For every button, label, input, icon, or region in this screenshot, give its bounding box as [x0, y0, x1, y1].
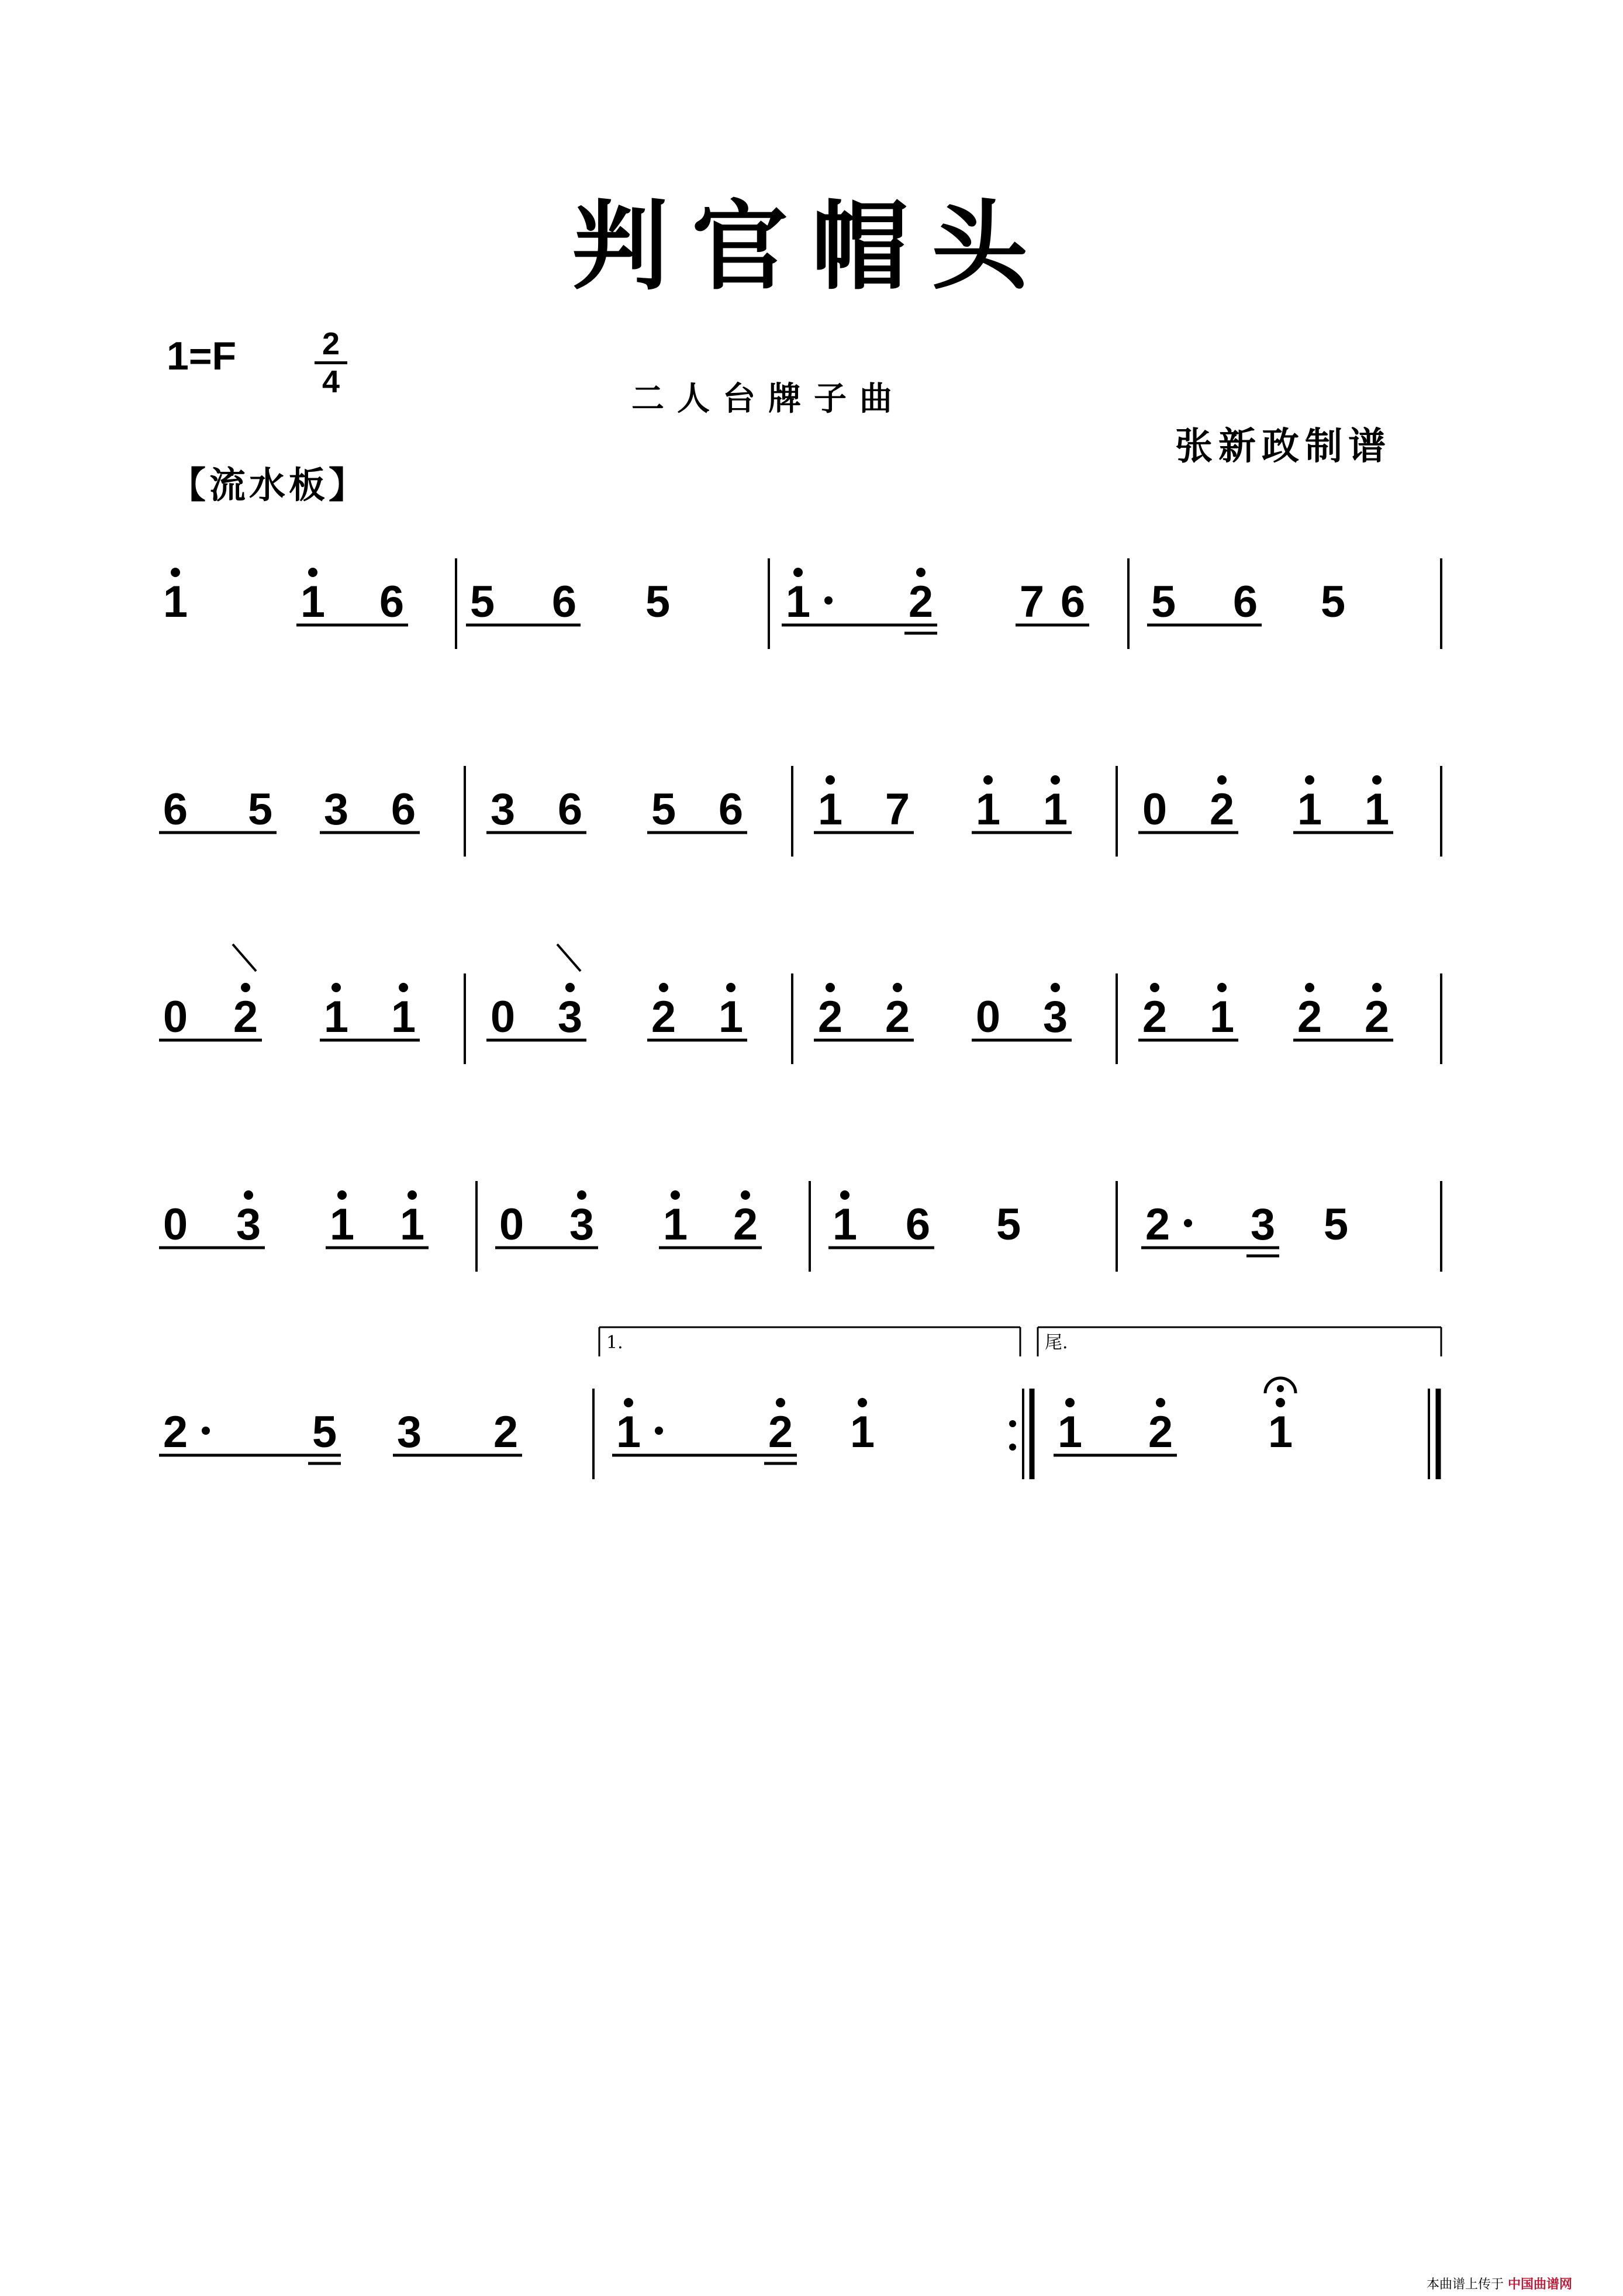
- high-octave-dot: [671, 1190, 680, 1200]
- note-1: 1: [1297, 785, 1322, 834]
- high-octave-dot: [916, 568, 926, 577]
- high-octave-dot: [331, 983, 341, 992]
- note-0: 0: [163, 1200, 188, 1249]
- high-octave-dot: [337, 1190, 347, 1200]
- note-6: 6: [163, 785, 188, 834]
- high-octave-dot: [983, 775, 993, 785]
- note-1: 1: [300, 577, 326, 627]
- note-6: 6: [391, 785, 416, 834]
- note-1: 1: [163, 577, 188, 627]
- note-6: 6: [1232, 577, 1258, 627]
- high-octave-dot: [1372, 775, 1382, 785]
- high-octave-dot: [565, 983, 575, 992]
- note-6: 6: [557, 785, 583, 834]
- fermata-dot: [1277, 1385, 1284, 1392]
- high-octave-dot: [1150, 983, 1159, 992]
- note-1: 1: [662, 1200, 688, 1249]
- high-octave-dot: [308, 568, 317, 577]
- note-1: 1: [1364, 785, 1390, 834]
- note-1: 1: [785, 577, 811, 627]
- high-octave-dot: [1372, 983, 1382, 992]
- high-octave-dot: [858, 1398, 867, 1407]
- footer-prefix: 本曲谱上传于: [1427, 2277, 1504, 2292]
- high-octave-dot: [1305, 775, 1314, 785]
- augmentation-dot: [655, 1427, 663, 1435]
- note-2: 2: [1364, 992, 1390, 1042]
- high-octave-dot: [776, 1398, 785, 1407]
- note-5: 5: [651, 785, 676, 834]
- note-1: 1: [1042, 785, 1068, 834]
- note-1: 1: [832, 1200, 858, 1249]
- note-2: 2: [233, 992, 258, 1042]
- high-octave-dot: [624, 1398, 633, 1407]
- repeat-dot: [1009, 1420, 1016, 1427]
- note-3: 3: [396, 1407, 422, 1457]
- augmentation-dot: [1184, 1219, 1192, 1227]
- note-1: 1: [399, 1200, 425, 1249]
- note-5: 5: [1323, 1200, 1349, 1249]
- high-octave-dot: [741, 1190, 750, 1200]
- high-octave-dot: [244, 1190, 253, 1200]
- note-0: 0: [490, 992, 516, 1042]
- note-1: 1: [1057, 1407, 1083, 1457]
- note-2: 2: [1142, 992, 1168, 1042]
- note-2: 2: [908, 577, 934, 627]
- note-7: 7: [885, 785, 910, 834]
- high-octave-dot: [1305, 983, 1314, 992]
- note-2: 2: [1145, 1200, 1170, 1249]
- note-1: 1: [323, 992, 349, 1042]
- note-3: 3: [490, 785, 516, 834]
- note-5: 5: [312, 1407, 337, 1457]
- tempo-marking: 【流水板】: [170, 464, 369, 506]
- augmentation-dot: [824, 596, 833, 605]
- note-5: 5: [996, 1200, 1021, 1249]
- note-6: 6: [905, 1200, 931, 1249]
- note-6: 6: [379, 577, 405, 627]
- note-1: 1: [718, 992, 744, 1042]
- note-6: 6: [551, 577, 577, 627]
- note-0: 0: [163, 992, 188, 1042]
- note-2: 2: [1148, 1407, 1173, 1457]
- note-2: 2: [733, 1200, 758, 1249]
- high-octave-dot: [726, 983, 735, 992]
- volta-label-end: 尾.: [1045, 1332, 1068, 1353]
- high-octave-dot: [1051, 983, 1060, 992]
- note-2: 2: [1209, 785, 1235, 834]
- note-3: 3: [1250, 1200, 1276, 1249]
- note-3: 3: [557, 992, 583, 1042]
- high-octave-dot: [1051, 775, 1060, 785]
- note-1: 1: [391, 992, 416, 1042]
- note-0: 0: [1142, 785, 1168, 834]
- high-octave-dot: [826, 983, 835, 992]
- note-5: 5: [247, 785, 273, 834]
- note-5: 5: [645, 577, 671, 627]
- high-octave-dot: [1217, 775, 1227, 785]
- high-octave-dot: [171, 568, 180, 577]
- subtitle: 二人台牌子曲: [631, 379, 905, 418]
- footer-credit: [1427, 2274, 1572, 2292]
- high-octave-dot: [1217, 983, 1227, 992]
- ornament-mark: [233, 944, 256, 971]
- high-octave-dot: [1156, 1398, 1165, 1407]
- note-1: 1: [616, 1407, 641, 1457]
- augmentation-dot: [202, 1427, 210, 1435]
- high-octave-dot: [793, 568, 803, 577]
- note-1: 1: [1268, 1407, 1293, 1457]
- high-octave-dot: [826, 775, 835, 785]
- repeat-dot: [1009, 1444, 1016, 1451]
- note-3: 3: [569, 1200, 595, 1249]
- note-5: 5: [1320, 577, 1346, 627]
- note-2: 2: [163, 1407, 188, 1457]
- note-6: 6: [718, 785, 744, 834]
- note-1: 1: [850, 1407, 875, 1457]
- site-logo: 中国曲谱网: [1508, 2277, 1573, 2292]
- note-2: 2: [1297, 992, 1322, 1042]
- note-5: 5: [469, 577, 495, 627]
- note-7: 7: [1019, 577, 1045, 627]
- note-1: 1: [329, 1200, 355, 1249]
- ornament-mark: [557, 944, 581, 971]
- note-2: 2: [651, 992, 676, 1042]
- time-signature-top: 2: [322, 326, 340, 361]
- note-5: 5: [1151, 577, 1176, 627]
- note-0: 0: [499, 1200, 524, 1249]
- note-6: 6: [1060, 577, 1086, 627]
- high-octave-dot: [577, 1190, 586, 1200]
- note-2: 2: [493, 1407, 519, 1457]
- note-0: 0: [975, 992, 1001, 1042]
- note-2: 2: [768, 1407, 793, 1457]
- note-2: 2: [885, 992, 910, 1042]
- high-octave-dot: [659, 983, 668, 992]
- note-2: 2: [817, 992, 843, 1042]
- note-1: 1: [975, 785, 1001, 834]
- volta-label-first: 1.: [606, 1332, 623, 1353]
- high-octave-dot: [241, 983, 250, 992]
- note-3: 3: [1042, 992, 1068, 1042]
- note-1: 1: [817, 785, 843, 834]
- arranger: 张新政制谱: [1175, 424, 1391, 468]
- high-octave-dot: [399, 983, 408, 992]
- note-3: 3: [323, 785, 349, 834]
- note-1: 1: [1209, 992, 1235, 1042]
- key-signature: 1=F: [167, 334, 237, 378]
- high-octave-dot: [893, 983, 902, 992]
- score-title: 判官帽头: [572, 189, 1051, 303]
- high-octave-dot: [840, 1190, 850, 1200]
- high-octave-dot: [1065, 1398, 1075, 1407]
- high-octave-dot: [1276, 1398, 1285, 1407]
- note-3: 3: [236, 1200, 261, 1249]
- high-octave-dot: [408, 1190, 417, 1200]
- time-signature-bottom: 4: [322, 364, 340, 399]
